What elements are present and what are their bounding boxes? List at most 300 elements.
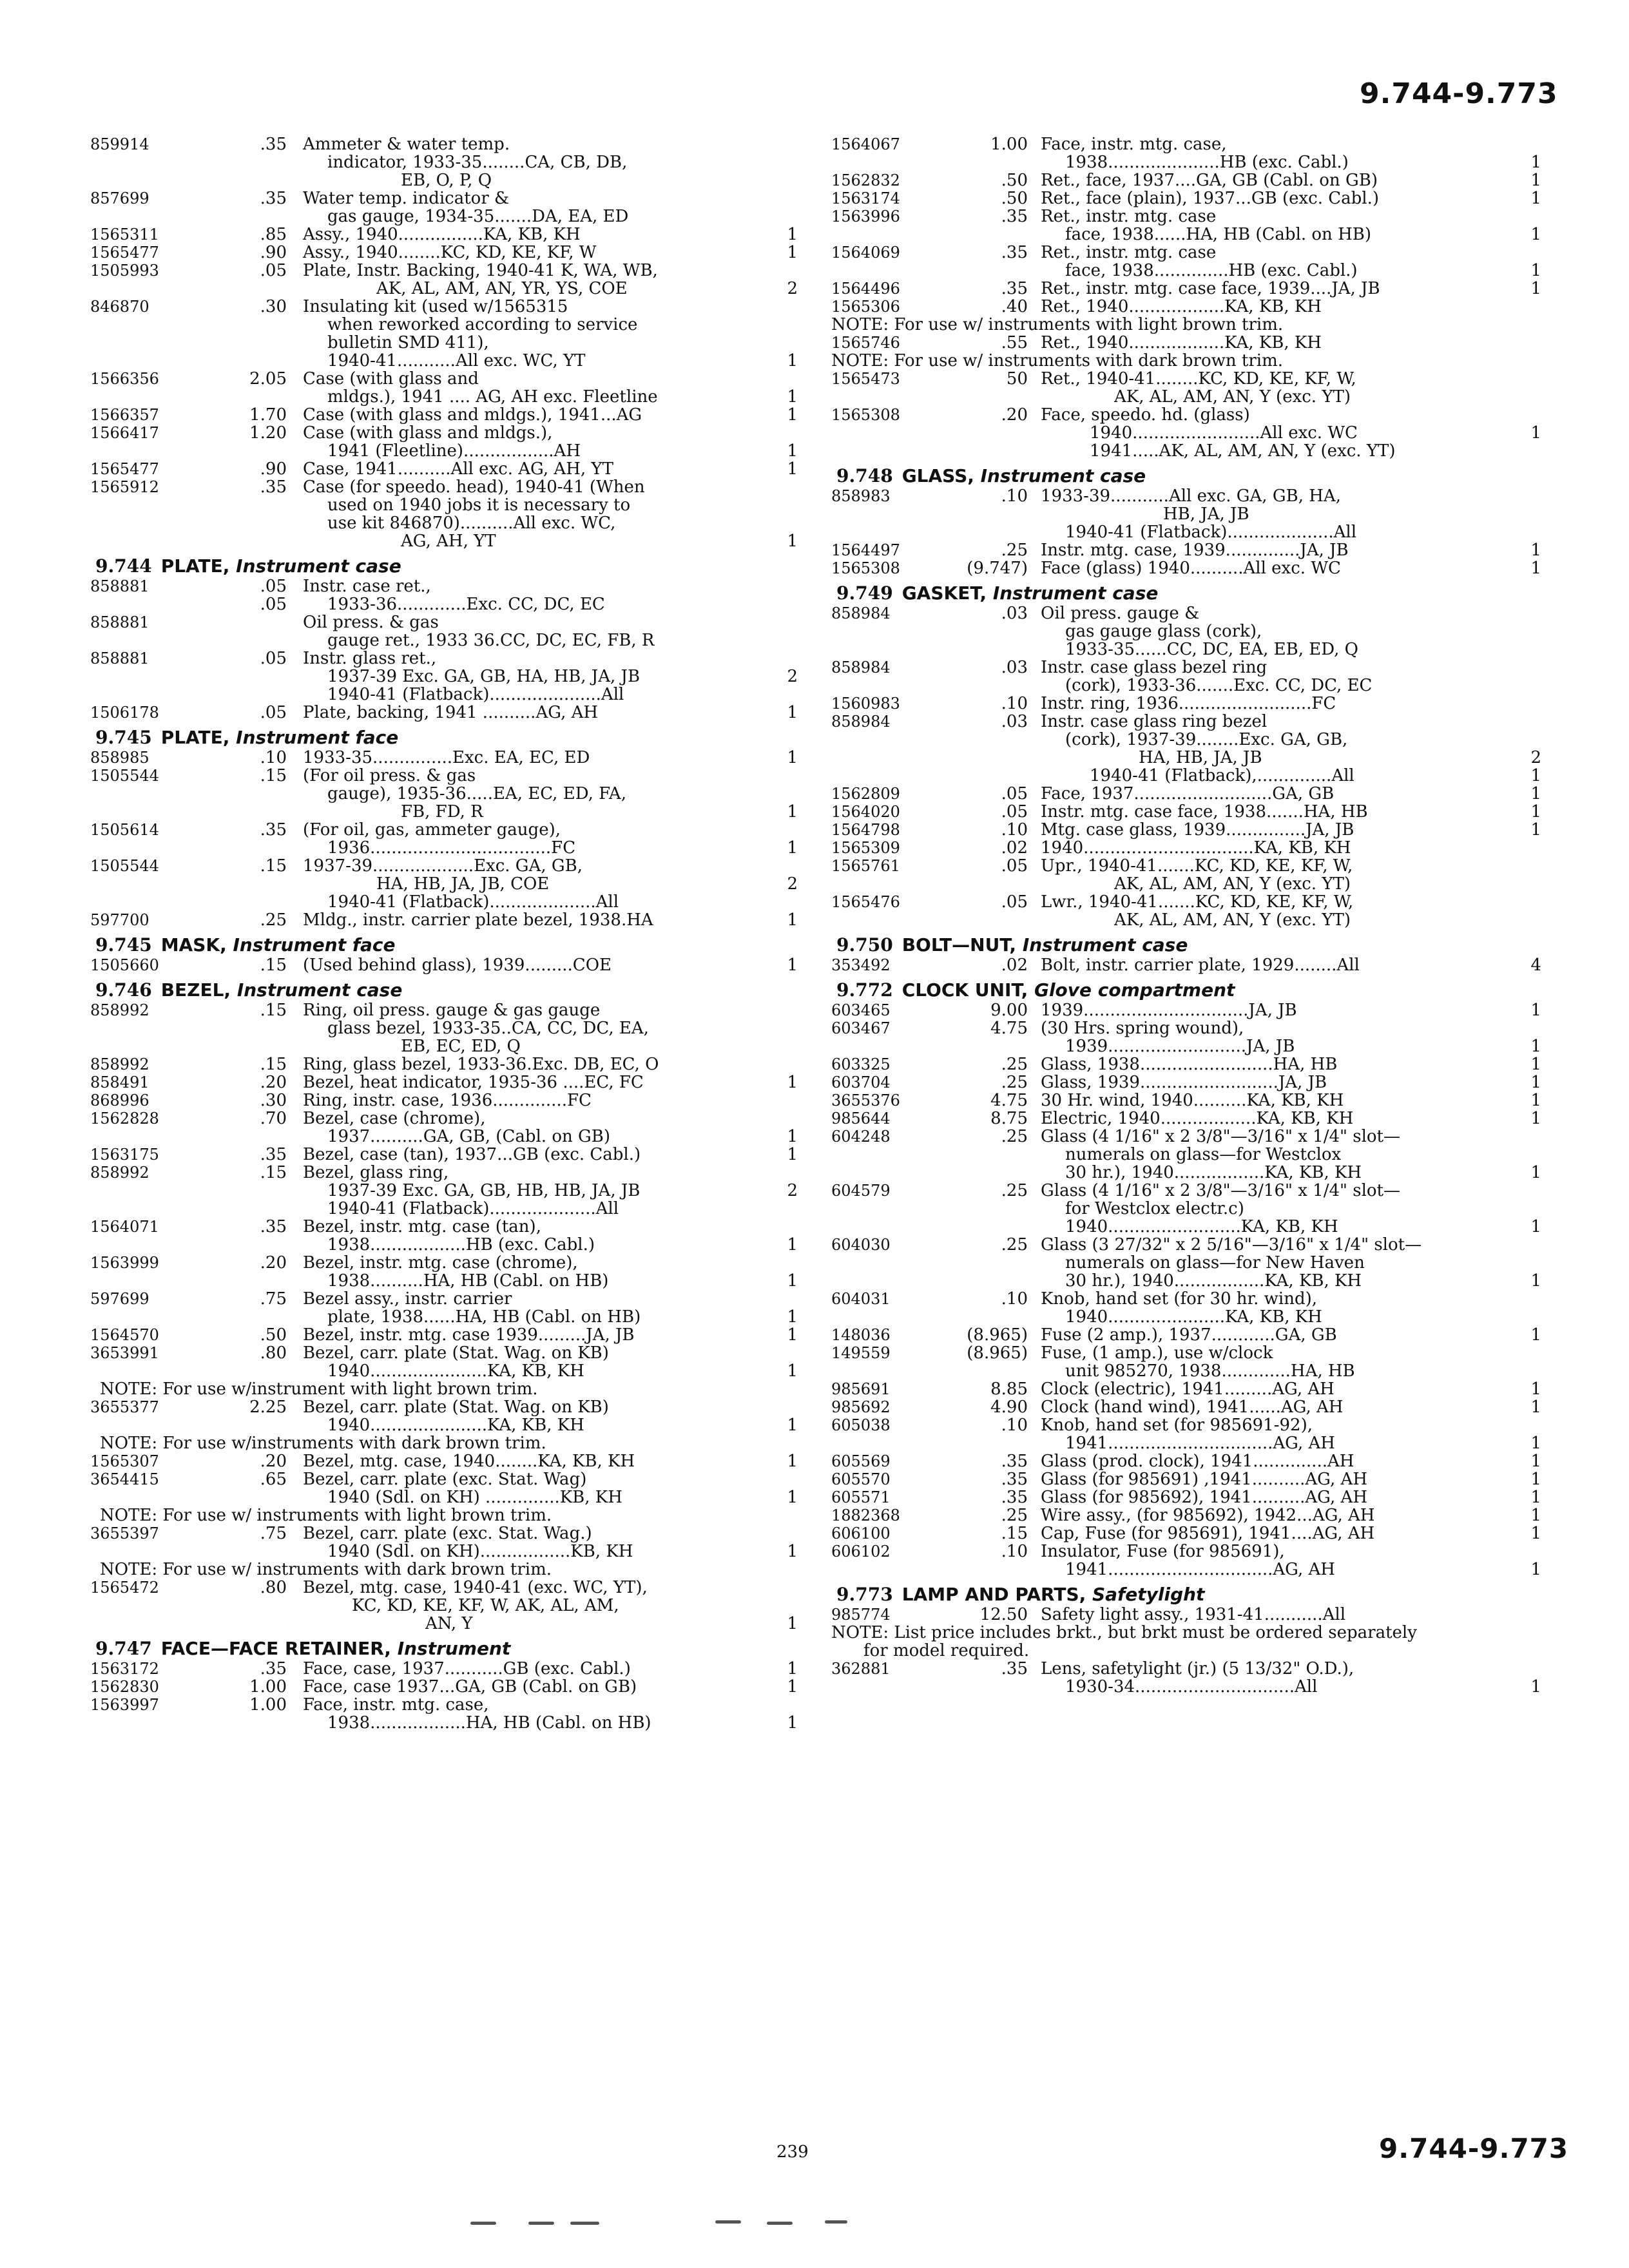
part-number: 1562832 <box>831 171 900 189</box>
parts-row <box>831 1055 1559 1073</box>
parts-row <box>90 785 805 803</box>
section-number: 9.745 <box>95 727 152 748</box>
list-price: .15 <box>260 1001 287 1020</box>
parts-row <box>831 1326 1559 1344</box>
page-range-footer: 9.744-9.773 <box>1379 2133 1569 2164</box>
parts-row <box>831 298 1559 316</box>
parts-row <box>90 406 805 424</box>
parts-row <box>831 1272 1559 1290</box>
list-price: 2.05 <box>249 369 287 389</box>
part-number: 1505993 <box>90 262 159 280</box>
parts-row <box>831 1200 1559 1218</box>
part-description: unit 985270, 1938.............HA, HB <box>1065 1361 1355 1381</box>
part-description: Knob, hand set (for 985691-92), <box>1041 1416 1313 1435</box>
section-heading <box>90 934 805 956</box>
part-description: 1933-39...........All exc. GA, GB, HA, <box>1041 486 1341 506</box>
part-description: 1940-41 (Flatback)....................All <box>1065 523 1357 542</box>
part-description: use kit 846870)..........All exc. WC, <box>327 514 616 533</box>
quantity: 1 <box>787 1307 798 1327</box>
part-description: numerals on glass—for New Haven <box>1065 1253 1365 1273</box>
parts-row <box>831 1218 1559 1236</box>
parts-row <box>90 1524 805 1542</box>
list-price: .25 <box>1001 1235 1028 1254</box>
part-description: (Used behind glass), 1939.........COE <box>303 956 612 975</box>
quantity: 1 <box>1530 1488 1541 1507</box>
parts-row <box>90 857 805 875</box>
parts-row <box>831 1606 1559 1624</box>
parts-row <box>90 704 805 722</box>
part-number: 858881 <box>90 649 149 668</box>
section-heading <box>90 1638 805 1660</box>
quantity: 1 <box>787 1073 798 1092</box>
part-description: HA, HB, JA, JB, COE <box>376 874 550 894</box>
list-price: .02 <box>1001 838 1028 858</box>
part-description: Lwr., 1940-41.......KC, KD, KE, KF, W, <box>1041 892 1354 912</box>
part-description: 30 hr.), 1940.................KA, KB, KH <box>1065 1163 1362 1182</box>
part-description: Oil press. gauge & <box>1041 604 1200 623</box>
part-number: 1564069 <box>831 244 900 262</box>
parts-row <box>831 767 1559 785</box>
section-name: GASKET, <box>901 582 993 604</box>
part-description: Ret., instr. mtg. case <box>1041 243 1217 262</box>
part-number: 597699 <box>90 1290 149 1308</box>
list-price: .35 <box>1001 1452 1028 1471</box>
part-description: Face, case, 1937...........GB (exc. Cabl.) <box>303 1659 631 1678</box>
part-description: Bezel, case (tan), 1937...GB (exc. Cabl.) <box>303 1145 641 1164</box>
list-price: .90 <box>260 243 287 262</box>
part-description: Ammeter & water temp. <box>303 135 510 154</box>
part-description: Fuse (2 amp.), 1937............GA, GB <box>1041 1325 1337 1345</box>
section-number: 9.749 <box>836 582 893 604</box>
part-number: 1563999 <box>90 1254 159 1272</box>
quantity: 1 <box>1530 541 1541 560</box>
part-number: 1562828 <box>90 1110 159 1128</box>
list-price: .20 <box>1001 405 1028 425</box>
part-description: 1939..........................JA, JB <box>1065 1037 1295 1056</box>
part-description: Insulating kit (used w/1565315 <box>303 297 568 316</box>
part-description: Clock (hand wind), 1941......AG, AH <box>1041 1398 1344 1417</box>
parts-row <box>90 1660 805 1678</box>
quantity: 1 <box>1530 1073 1541 1092</box>
part-number: 1882368 <box>831 1506 900 1524</box>
parts-row <box>90 613 805 631</box>
quantity: 1 <box>1530 1506 1541 1525</box>
list-price: .35 <box>1001 1470 1028 1489</box>
quantity: 1 <box>1530 1091 1541 1110</box>
part-description: 1933-35...............Exc. EA, EC, ED <box>303 748 590 767</box>
part-description: plate, 1938......HA, HB (Cabl. on HB) <box>327 1307 641 1327</box>
list-price: (8.965) <box>967 1343 1028 1363</box>
list-price: 2.25 <box>249 1398 287 1417</box>
list-price: .10 <box>1001 486 1028 506</box>
parts-row <box>831 541 1559 559</box>
quantity: 1 <box>1530 225 1541 244</box>
part-number: 868996 <box>90 1091 149 1110</box>
section-heading <box>831 1584 1559 1606</box>
part-description: Bezel, glass ring, <box>303 1163 449 1182</box>
list-price: .10 <box>1001 1416 1028 1435</box>
parts-row <box>90 577 805 595</box>
part-description: Face, 1937..........................GA, GB <box>1041 784 1335 803</box>
parts-row <box>831 1254 1559 1272</box>
quantity: 1 <box>787 1145 798 1164</box>
part-description: gauge), 1935-36.....EA, EC, ED, FA, <box>327 784 626 803</box>
part-description: 1940.........................KA, KB, KH <box>1065 1217 1338 1236</box>
list-price: .15 <box>260 856 287 876</box>
page-number: 239 <box>776 2142 809 2162</box>
part-description: Lens, safetylight (jr.) (5 13/32" O.D.), <box>1041 1659 1354 1678</box>
parts-row <box>831 135 1559 153</box>
note-text: NOTE: List price includes brkt., but brkt must be ordered separately <box>831 1623 1417 1642</box>
parts-row <box>90 1091 805 1110</box>
section-heading <box>90 979 805 1001</box>
part-description: 30 hr.), 1940.................KA, KB, KH <box>1065 1271 1362 1291</box>
part-number: 1566417 <box>90 424 159 442</box>
part-description: Bezel, carr. plate (exc. Stat. Wag) <box>303 1470 587 1489</box>
part-number: 1505660 <box>90 956 159 974</box>
parts-row <box>90 1714 805 1732</box>
parts-row <box>831 731 1559 749</box>
part-description: Case (for speedo. head), 1940-41 (When <box>303 477 645 497</box>
part-description: face, 1938......HA, HB (Cabl. on HB) <box>1065 225 1371 244</box>
quantity: 1 <box>1530 279 1541 298</box>
parts-row <box>831 622 1559 640</box>
part-description: FB, FD, R <box>401 802 483 822</box>
parts-row <box>90 1218 805 1236</box>
parts-row <box>831 1146 1559 1164</box>
quantity: 1 <box>787 748 798 767</box>
quantity: 1 <box>787 441 798 461</box>
part-number: 605571 <box>831 1488 891 1506</box>
part-description: AK, AL, AM, AN, Y (exc. YT) <box>1114 874 1351 894</box>
quantity: 1 <box>1530 1271 1541 1291</box>
list-price: 12.50 <box>979 1605 1028 1624</box>
list-price: .10 <box>260 748 287 767</box>
list-price: 1.70 <box>249 405 287 425</box>
quantity: 1 <box>1530 820 1541 840</box>
part-description: Glass (for 985692), 1941..........AG, AH <box>1041 1488 1367 1507</box>
section-subtitle: Instrument <box>397 1638 511 1659</box>
left-column <box>90 135 805 1732</box>
part-description: 1930-34..............................All <box>1065 1677 1318 1696</box>
section-subtitle: Instrument case <box>992 582 1159 604</box>
parts-row <box>90 352 805 370</box>
part-description: glass bezel, 1933-35..CA, CC, DC, EA, <box>327 1019 649 1038</box>
parts-row <box>90 1678 805 1696</box>
parts-row <box>831 244 1559 262</box>
part-number: 603465 <box>831 1001 891 1019</box>
parts-row <box>831 559 1559 577</box>
parts-row <box>90 1362 805 1380</box>
parts-row <box>831 785 1559 803</box>
part-number: 1563996 <box>831 207 900 226</box>
part-description: AN, Y <box>425 1614 473 1633</box>
parts-row <box>831 280 1559 298</box>
parts-row <box>831 1290 1559 1308</box>
part-number: 1563174 <box>831 189 900 207</box>
section-name: PLATE, <box>160 555 236 577</box>
part-description: used on 1940 jobs it is necessary to <box>327 495 631 515</box>
part-number: 605038 <box>831 1416 891 1434</box>
part-number: 1565477 <box>90 244 159 262</box>
section-name: LAMP AND PARTS, <box>901 1584 1092 1605</box>
part-description: Assy., 1940........KC, KD, KE, KF, W <box>303 243 597 262</box>
part-description: Safety light assy., 1931-41...........All <box>1041 1605 1346 1624</box>
list-price: .35 <box>1001 243 1028 262</box>
list-price: .35 <box>1001 207 1028 226</box>
part-description: 1937-39 Exc. GA, GB, HA, HB, JA, JB <box>327 667 641 686</box>
parts-row <box>90 1344 805 1362</box>
parts-row <box>831 1506 1559 1524</box>
list-price: (9.747) <box>967 559 1028 578</box>
parts-row <box>90 334 805 352</box>
part-description: 1933-36.............Exc. CC, DC, EC <box>327 595 605 614</box>
quantity: 1 <box>787 1713 798 1733</box>
part-number: 858992 <box>90 1164 149 1182</box>
parts-row <box>831 839 1559 857</box>
part-number: 606102 <box>831 1542 891 1561</box>
part-number: 603704 <box>831 1073 891 1091</box>
quantity: 1 <box>1530 802 1541 822</box>
parts-row <box>90 1001 805 1019</box>
parts-row <box>831 1344 1559 1362</box>
parts-row <box>831 956 1559 974</box>
part-number: 857699 <box>90 189 149 207</box>
list-price: 8.85 <box>990 1379 1028 1399</box>
quantity: 1 <box>787 1452 798 1471</box>
part-number: 3655377 <box>90 1398 159 1416</box>
part-description: Ret., face (plain), 1937...GB (exc. Cabl.) <box>1041 189 1380 208</box>
list-price: .10 <box>1001 1289 1028 1309</box>
note-text: NOTE: For use w/ instruments with dark brown trim. <box>100 1560 552 1579</box>
quantity: 1 <box>787 532 798 551</box>
part-number: 1564798 <box>831 821 900 839</box>
parts-row <box>831 207 1559 226</box>
part-description: EB, O, P, Q <box>401 171 492 190</box>
parts-row <box>831 1660 1559 1678</box>
parts-row <box>831 1434 1559 1452</box>
part-number: 1563175 <box>90 1146 159 1164</box>
part-description: bulletin SMD 411), <box>327 333 489 352</box>
parts-row <box>831 1561 1559 1579</box>
part-description: Case (with glass and mldgs.), <box>303 423 553 443</box>
part-description: AK, AL, AM, AN, Y (exc. YT) <box>1114 910 1351 930</box>
list-price: 1.00 <box>249 1677 287 1696</box>
part-description: 1938..................HB (exc. Cabl.) <box>327 1235 595 1254</box>
list-price: 4.75 <box>990 1019 1028 1038</box>
part-description: Bezel, carr. plate (Stat. Wag. on KB) <box>303 1398 609 1417</box>
list-price: 1.00 <box>249 1695 287 1715</box>
part-number: 858992 <box>90 1001 149 1019</box>
part-number: 1564067 <box>831 135 900 153</box>
note-text: NOTE: For use w/ instruments with light brown trim. <box>100 1506 552 1525</box>
section-name: PLATE, <box>160 727 236 748</box>
parts-row <box>90 135 805 153</box>
parts-row <box>831 487 1559 505</box>
quantity: 1 <box>787 910 798 930</box>
part-number: 858985 <box>90 749 149 767</box>
parts-row <box>831 171 1559 189</box>
list-price: .10 <box>1001 820 1028 840</box>
part-number: 859914 <box>90 135 149 153</box>
quantity: 2 <box>1530 748 1541 767</box>
section-number: 9.744 <box>95 555 152 577</box>
part-number: 606100 <box>831 1524 891 1542</box>
part-description: Insulator, Fuse (for 985691), <box>1041 1542 1285 1561</box>
part-description: Assy., 1940................KA, KB, KH <box>303 225 581 244</box>
parts-row <box>90 631 805 649</box>
part-description: Upr., 1940-41.......KC, KD, KE, KF, W, <box>1041 856 1353 876</box>
parts-row <box>831 1488 1559 1506</box>
part-number: 1565761 <box>831 857 900 875</box>
parts-row <box>831 1128 1559 1146</box>
parts-row <box>90 668 805 686</box>
section-subtitle: Instrument face <box>233 934 396 956</box>
section-number: 9.746 <box>95 979 152 1001</box>
part-number: 858491 <box>90 1073 149 1091</box>
quantity: 2 <box>787 874 798 894</box>
list-price: .35 <box>260 477 287 497</box>
parts-row <box>90 1452 805 1470</box>
parts-row <box>90 649 805 668</box>
parts-row <box>90 1597 805 1615</box>
list-price: .15 <box>260 1163 287 1182</box>
part-description: Face, speedo. hd. (glass) <box>1041 405 1250 425</box>
parts-row <box>831 406 1559 424</box>
list-price: .35 <box>1001 1488 1028 1507</box>
quantity: 1 <box>1530 784 1541 803</box>
part-description: Ring, oil press. gauge & gas gauge <box>303 1001 601 1020</box>
parts-row <box>90 1470 805 1488</box>
part-number: 1560983 <box>831 695 900 713</box>
part-description: Instr. ring, 1936.........................FC <box>1041 694 1336 713</box>
part-description: 1936..................................FC <box>327 838 576 858</box>
list-price: .25 <box>1001 1127 1028 1146</box>
parts-row <box>90 875 805 893</box>
scan-mark <box>528 2222 554 2225</box>
list-price: .15 <box>260 766 287 785</box>
parts-row <box>90 1308 805 1326</box>
part-number: 1565309 <box>831 839 900 857</box>
list-price: .35 <box>260 1217 287 1236</box>
part-number: 858983 <box>831 487 891 505</box>
parts-row <box>90 424 805 442</box>
quantity: 1 <box>1530 1398 1541 1417</box>
list-price: .05 <box>260 595 287 614</box>
part-description: face, 1938..............HB (exc. Cabl.) <box>1065 261 1358 280</box>
part-description: 1937..........GA, GB, (Cabl. on GB) <box>327 1127 611 1146</box>
part-description: 1940-41 (Flatback)....................All <box>327 1199 619 1218</box>
part-description: numerals on glass—for Westclox <box>1065 1145 1342 1164</box>
parts-row <box>90 153 805 171</box>
parts-row <box>90 1110 805 1128</box>
section-number: 9.772 <box>836 979 893 1001</box>
part-description: 1940......................KA, KB, KH <box>327 1416 584 1435</box>
scan-mark <box>825 2220 847 2224</box>
part-description: (cork), 1933-36.......Exc. CC, DC, EC <box>1065 676 1373 695</box>
part-description: Oil press. & gas <box>303 613 439 632</box>
part-number: 1565308 <box>831 559 900 577</box>
part-description: Plate, Instr. Backing, 1940-41 K, WA, WB, <box>303 261 658 280</box>
part-description: gas gauge glass (cork), <box>1065 622 1262 641</box>
part-number: 1564570 <box>90 1326 159 1344</box>
part-number: 1565473 <box>831 370 900 388</box>
parts-row <box>90 749 805 767</box>
part-number: 1565308 <box>831 406 900 424</box>
part-description: Water temp. indicator & <box>303 189 510 208</box>
parts-row <box>90 1182 805 1200</box>
part-description: Glass (prod. clock), 1941..............AH <box>1041 1452 1354 1471</box>
part-number: 605569 <box>831 1452 891 1470</box>
list-price: .85 <box>260 225 287 244</box>
quantity: 1 <box>787 225 798 244</box>
quantity: 1 <box>787 405 798 425</box>
part-description: Bolt, instr. carrier plate, 1929........All <box>1041 956 1360 975</box>
part-description: Mldg., instr. carrier plate bezel, 1938.HA <box>303 910 653 930</box>
parts-row <box>831 1236 1559 1254</box>
parts-row <box>90 478 805 496</box>
part-number: 604579 <box>831 1182 891 1200</box>
part-description: Ret., instr. mtg. case <box>1041 207 1217 226</box>
part-description: EB, EC, ED, Q <box>401 1037 521 1056</box>
list-price: .70 <box>260 1109 287 1128</box>
list-price: .90 <box>260 459 287 479</box>
parts-row <box>90 1164 805 1182</box>
section-number: 9.773 <box>836 1584 893 1605</box>
section-heading <box>90 555 805 577</box>
parts-row <box>90 1416 805 1434</box>
part-description: Face (glass) 1940..........All exc. WC <box>1041 559 1341 578</box>
part-description: 1940-41 (Flatback),..............All <box>1090 766 1354 785</box>
part-description: Ret., face, 1937....GA, GB (Cabl. on GB) <box>1041 171 1378 190</box>
list-price: .02 <box>1001 956 1028 975</box>
list-price: .35 <box>1001 279 1028 298</box>
list-price: .50 <box>1001 171 1028 190</box>
quantity: 1 <box>1530 1379 1541 1399</box>
part-description: Bezel, carr. plate (Stat. Wag. on KB) <box>303 1343 609 1363</box>
parts-row <box>90 1696 805 1714</box>
part-description: 1940-41 (Flatback).....................All <box>327 685 624 704</box>
parts-row <box>831 1110 1559 1128</box>
scan-mark <box>767 2222 793 2225</box>
quantity: 1 <box>1530 1037 1541 1056</box>
part-number: 362881 <box>831 1660 891 1678</box>
parts-row <box>831 1037 1559 1055</box>
part-description: HB, JA, JB <box>1163 505 1249 524</box>
part-number: 1564020 <box>831 803 900 821</box>
part-description: 1941.....AK, AL, AM, AN, Y (exc. YT) <box>1090 441 1396 461</box>
parts-row <box>831 640 1559 658</box>
part-number: 1562809 <box>831 785 900 803</box>
section-name: BEZEL, <box>160 979 237 1001</box>
part-description: Fuse, (1 amp.), use w/clock <box>1041 1343 1273 1363</box>
part-number: 1562830 <box>90 1678 159 1696</box>
parts-row <box>831 803 1559 821</box>
parts-row <box>90 686 805 704</box>
quantity: 1 <box>1530 1677 1541 1696</box>
part-number: 353492 <box>831 956 891 974</box>
section-number: 9.750 <box>836 934 893 956</box>
parts-row <box>90 1236 805 1254</box>
parts-row <box>831 821 1559 839</box>
part-number: 603325 <box>831 1055 891 1073</box>
section-number: 9.748 <box>836 465 893 486</box>
quantity: 1 <box>787 838 798 858</box>
quantity: 1 <box>787 1325 798 1345</box>
parts-row <box>90 803 805 821</box>
section-heading <box>831 934 1559 956</box>
list-price: 4.90 <box>990 1398 1028 1417</box>
